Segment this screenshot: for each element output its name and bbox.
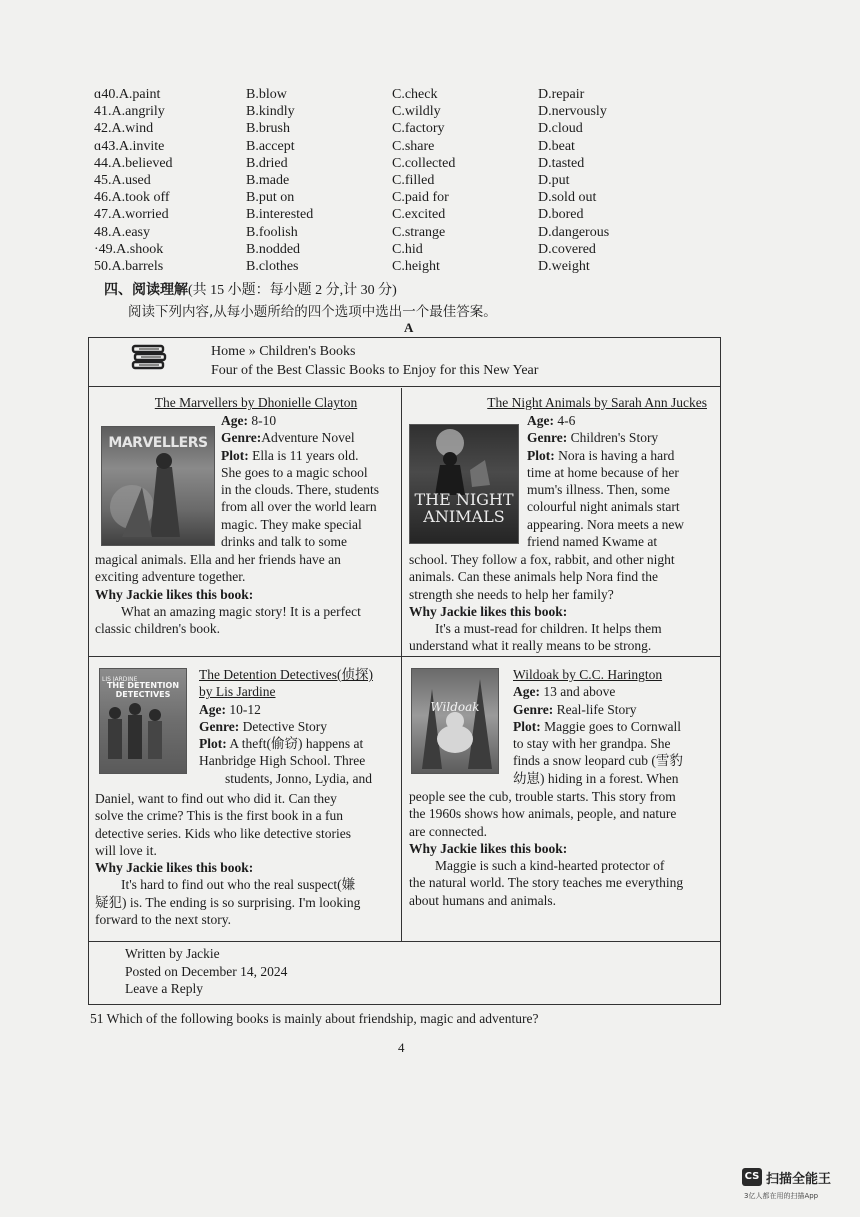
plot-line: magic. They make special — [221, 516, 362, 532]
plot-line: time at home because of her — [527, 464, 679, 480]
age-label: Age: — [513, 684, 540, 700]
plot-line: students, Jonno, Lydia, and — [225, 770, 372, 786]
book-card-night-animals — [409, 394, 717, 654]
divider — [89, 386, 720, 387]
plot-line: She goes to a magic school — [221, 464, 368, 480]
option-choice: C.wildly — [392, 104, 441, 120]
why-text: understand what it really means to be strong. — [409, 638, 652, 654]
plot-line: A theft(偷窃) happens at — [229, 736, 364, 752]
age-label: Age: — [221, 413, 248, 428]
option-row — [94, 86, 734, 103]
question-51: 51 Which of the following books is mainly about friendship, magic and adventure? — [90, 1011, 539, 1026]
plot-line: friend named Kwame at — [527, 534, 658, 550]
option-choice: 46.A.took off — [94, 190, 170, 206]
why-label: Why Jackie likes this book: — [409, 840, 568, 856]
option-choice: B.clothes — [246, 258, 299, 274]
book-title: The Night Animals by Sarah Ann Juckes — [487, 395, 707, 410]
option-choice: D.covered — [538, 241, 596, 257]
age-label: Age: — [527, 413, 554, 428]
book-title: The Detention Detectives(侦探) — [199, 667, 373, 682]
genre-value: Children's Story — [570, 430, 659, 446]
plot-line: Ella is 11 years old. — [252, 447, 359, 463]
option-row — [94, 224, 734, 241]
option-row — [94, 241, 734, 258]
option-choice: 47.A.worried — [94, 207, 169, 223]
genre-value: Adventure Novel — [261, 430, 355, 446]
option-choice: B.interested — [246, 207, 314, 223]
option-row — [94, 120, 734, 137]
option-row — [94, 155, 734, 172]
option-row — [94, 206, 734, 223]
age-label: Age: — [199, 701, 226, 717]
plot-line: Nora is having a hard — [558, 447, 675, 463]
why-text: 疑犯) is. The ending is so surprising. I'm looking — [95, 894, 361, 910]
option-choice: 48.A.easy — [94, 224, 150, 240]
option-choice: 44.A.believed — [94, 155, 173, 171]
option-choice: B.blow — [246, 87, 287, 102]
genre-label: Genre: — [199, 718, 240, 734]
option-choice: D.weight — [538, 258, 590, 274]
option-choice: B.brush — [246, 121, 290, 137]
book-title: The Marvellers by Dhonielle Clayton — [154, 395, 358, 410]
cloze-options — [94, 86, 734, 275]
plot-line: solve the crime? This is the first book in a fun — [95, 808, 343, 824]
plot-lines — [221, 447, 397, 551]
cover-title: Wildoak — [430, 700, 480, 714]
option-choice: C.collected — [392, 155, 456, 171]
section-title-bold: 四、阅读理解 — [104, 282, 188, 298]
option-choice: D.dangerous — [538, 224, 610, 240]
why-text: about humans and animals. — [409, 892, 556, 908]
column-divider — [401, 388, 402, 941]
divider — [89, 941, 720, 942]
option-choice: 50.A.barrels — [94, 258, 164, 274]
scanner-logo-icon: CS — [742, 1168, 762, 1186]
option-choice: D.bored — [538, 207, 584, 223]
plot-line: strength she needs to help her family? — [409, 586, 614, 602]
option-choice: ɑ4З.A.invite — [94, 138, 165, 154]
option-choice: D.tasted — [538, 155, 585, 171]
section-instruction: 阅读下列内容,从每小题所给的四个选项中选出一个最佳答案。 — [128, 304, 497, 320]
age-value: 8-10 — [251, 413, 277, 428]
leave-reply-link[interactable]: Leave a Reply — [125, 981, 203, 996]
age-value: 13 and above — [543, 684, 616, 700]
option-choice: 42.A.wind — [94, 121, 154, 137]
option-choice: ɑ40.A.paint — [94, 87, 161, 102]
books-icon — [131, 344, 167, 372]
option-row — [94, 172, 734, 189]
option-choice: B.accept — [246, 138, 295, 154]
plot-line: from all over the world learn — [221, 499, 377, 515]
option-choice: C.filled — [392, 172, 435, 188]
option-row — [94, 138, 734, 155]
option-choice: B.made — [246, 172, 290, 188]
why-label: Why Jackie likes this book: — [95, 860, 254, 876]
scanner-brand: 扫描全能王 — [766, 1172, 832, 1187]
plot-line: will love it. — [95, 842, 157, 858]
book-cover-image — [99, 668, 187, 774]
why-text: the natural world. The story teaches me everything — [409, 875, 684, 891]
plot-line: the 1960s shows how animals, people, and nature — [409, 806, 677, 822]
option-choice: 41.A.angrily — [94, 104, 165, 120]
article-box — [88, 337, 721, 1005]
plot-line: animals. Can these animals help Nora find the — [409, 569, 658, 585]
plot-line: 幼崽) hiding in a forest. When — [513, 770, 679, 786]
plot-line: school. They follow a fox, rabbit, and other night — [409, 552, 675, 567]
why-text: It's a must-read for children. It helps them — [435, 621, 662, 637]
option-choice: B.put on — [246, 190, 295, 206]
option-choice: D.sold out — [538, 190, 597, 206]
plot-line: colourful night animals start — [527, 499, 680, 515]
article-footer — [125, 945, 287, 998]
option-choice: D.repair — [538, 87, 585, 102]
breadcrumb: Home » Children's Books — [211, 344, 356, 359]
option-choice: D.cloud — [538, 121, 583, 137]
genre-value: Real-life Story — [556, 701, 637, 717]
option-row — [94, 103, 734, 120]
page-number: 4 — [398, 1040, 405, 1055]
option-row — [94, 189, 734, 206]
option-choice: C.excited — [392, 207, 446, 223]
age-value: 10-12 — [229, 701, 261, 717]
option-choice: D.nervously — [538, 104, 607, 120]
option-choice: C.factory — [392, 121, 445, 137]
option-row — [94, 258, 734, 275]
why-text: It's hard to find out who the real suspect(嫌 — [121, 877, 356, 893]
cover-title: MARVELLERS — [108, 435, 208, 451]
plot-label: Plot: — [513, 718, 541, 734]
posted-date: Posted on December 14, 2024 — [125, 963, 288, 979]
plot-line: people see the cub, trouble starts. This story from — [409, 789, 676, 804]
genre-label: Genre: — [221, 430, 262, 446]
plot-lines — [527, 447, 713, 551]
plot-line: are connected. — [409, 823, 487, 839]
plot-line: to stay with her grandpa. She — [513, 736, 671, 752]
plot-line: magical animals. Ella and her friends have an — [95, 552, 341, 567]
book-title: Wildoak by C.C. Harington — [513, 667, 663, 682]
article-title: Four of the Best Classic Books to Enjoy for this New Year — [211, 363, 539, 378]
book-cover-image — [101, 426, 215, 546]
scanner-tagline: 3亿人都在用的扫描App — [744, 1192, 819, 1200]
why-label: Why Jackie likes this book: — [95, 586, 254, 602]
section-title-rest: (共 15 小题：每小题 2 分,计 30 分) — [188, 283, 397, 298]
option-choice: C.hid — [392, 241, 423, 257]
plot-line: Maggie goes to Cornwall — [544, 718, 681, 734]
option-choice: B.foolish — [246, 224, 298, 240]
cover-author: LIS JARDINE — [102, 676, 138, 683]
plot-line: in the clouds. There, students — [221, 482, 379, 498]
plot-line: appearing. Nora meets a new — [527, 516, 685, 532]
why-text: classic children's book. — [95, 621, 221, 637]
option-choice: ·49.A.shook — [94, 241, 164, 257]
genre-label: Genre: — [527, 430, 568, 446]
book-cover-image — [411, 668, 499, 774]
plot-line: Hanbridge High School. Three — [199, 753, 366, 769]
genre-value: Detective Story — [242, 718, 327, 734]
written-by: Written by Jackie — [125, 946, 220, 961]
option-choice: D.beat — [538, 138, 575, 154]
why-text: What an amazing magic story! It is a perfect — [121, 603, 361, 619]
plot-line: Daniel, want to find out who did it. Can they — [95, 791, 337, 806]
option-choice: 45.A.used — [94, 172, 151, 188]
why-label: Why Jackie likes this book: — [409, 603, 568, 619]
book-author-line: by Lis Jardine — [199, 684, 276, 700]
option-choice: C.check — [392, 87, 438, 102]
plot-label: Plot: — [199, 736, 227, 752]
age-value: 4-6 — [557, 413, 576, 428]
plot-label: Plot: — [221, 447, 249, 463]
option-choice: C.paid for — [392, 190, 449, 206]
option-choice: D.put — [538, 172, 570, 188]
plot-line: exciting adventure together. — [95, 569, 246, 585]
plot-label: Plot: — [527, 447, 555, 463]
why-text: forward to the next story. — [95, 912, 231, 928]
option-choice: B.dried — [246, 155, 288, 171]
option-choice: C.height — [392, 258, 440, 274]
cover-title: THE NIGHT ANIMALS — [414, 490, 514, 526]
option-choice: C.share — [392, 138, 435, 154]
option-choice: C.strange — [392, 224, 446, 240]
option-choice: B.nodded — [246, 241, 301, 257]
section-title — [104, 279, 397, 299]
cover-title: THE DETENTION DETECTIVES — [106, 681, 180, 699]
option-choice: B.kindly — [246, 104, 295, 120]
plot-line: detective series. Kids who like detective stories — [95, 825, 352, 841]
book-cover-image — [409, 424, 519, 544]
book-card-marvellers — [95, 394, 397, 637]
passage-letter: A — [404, 320, 414, 335]
plot-line: mum's illness. Then, some — [527, 482, 670, 498]
plot-line: drinks and talk to some — [221, 534, 347, 550]
genre-label: Genre: — [513, 701, 554, 717]
why-text: Maggie is such a kind-hearted protector of — [435, 858, 665, 874]
divider — [89, 656, 720, 657]
plot-line: finds a snow leopard cub (雪豹 — [513, 753, 683, 769]
